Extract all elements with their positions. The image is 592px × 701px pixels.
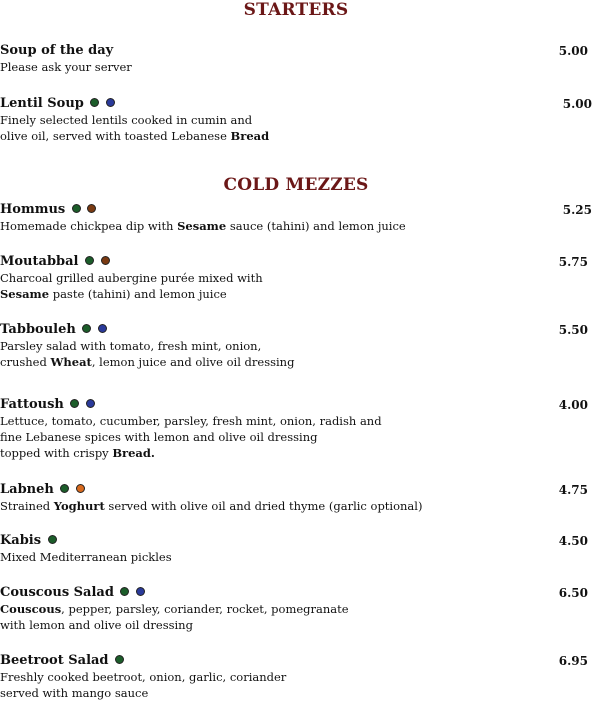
item-name-text: Couscous Salad [0,585,114,600]
item-description-line: served with mango sauce [0,686,149,700]
item-description-line: with lemon and olive oil dressing [0,618,193,632]
item-description-line: Freshly cooked beetroot, onion, garlic, coriander [0,670,287,684]
desc-text: , lemon juice and olive oil dressing [91,355,295,369]
starters-heading: STARTERS [243,0,349,20]
vegan-dot-icon [85,256,94,265]
item-name [0,96,592,112]
item-price: 5.00 [562,97,592,111]
item-description-line [0,354,592,370]
allergen-bread: Bread [230,129,270,143]
item-name-text: Tabbouleh [0,322,76,337]
desc-text: olive oil, served with toasted Lebanese [0,129,231,143]
item-price: 5.50 [558,323,588,337]
item-description-line: fine Lebanese spices with lemon and olive oil dressing [0,430,318,444]
item-name-text: Lentil Soup [0,96,84,111]
vegan-dot-icon [120,587,129,596]
item-price: 5.25 [562,203,592,217]
menu-item-labneh [0,482,592,514]
item-description-line [0,286,592,302]
desc-text: sauce (tahini) and lemon juice [226,219,406,233]
sesame-dot-icon [87,204,96,213]
item-name-text: Hommus [0,202,66,217]
vegan-dot-icon [60,484,69,493]
dairy-dot-icon [76,484,85,493]
item-description: Please ask your server [0,60,132,74]
allergen-yoghurt: Yoghurt [53,499,105,513]
sesame-dot-icon [101,256,110,265]
menu-item-moutabbal [0,254,592,302]
desc-text: , pepper, parsley, coriander, rocket, pomegranate [61,602,349,616]
item-price: 5.00 [558,44,588,58]
allergen-sesame: Sesame [0,287,50,301]
item-name [0,533,592,549]
item-description-line [0,218,592,234]
menu-item-beetroot-salad [0,653,592,701]
vegan-dot-icon [70,399,79,408]
item-price: 5.75 [558,255,588,269]
item-name [0,397,592,413]
vegan-dot-icon [82,324,91,333]
allergen-sesame: Sesame [177,219,227,233]
vegan-dot-icon [72,204,81,213]
item-price: 6.50 [558,586,588,600]
item-name [0,482,592,498]
menu-item-hommus [0,202,592,234]
item-price: 4.00 [558,398,588,412]
vegetarian-dot-icon [98,324,107,333]
item-name-text: Kabis [0,533,42,548]
item-description-line: Mixed Mediterranean pickles [0,550,172,564]
item-name-text: Moutabbal [0,254,79,269]
menu-item-tabbouleh [0,322,592,370]
item-price: 4.75 [558,483,588,497]
allergen-couscous: Couscous [0,602,62,616]
menu-item-lentil-soup [0,96,592,144]
item-name [0,585,592,601]
menu-item-fattoush [0,397,592,461]
item-name-text: Beetroot Salad [0,653,109,668]
vegetarian-dot-icon [106,98,115,107]
desc-text: Homemade chickpea dip with [0,219,178,233]
item-description-line: Finely selected lentils cooked in cumin and [0,113,253,127]
allergen-wheat: Wheat [50,355,92,369]
cold-mezzes-heading: COLD MEZZES [223,175,369,195]
item-description-line: Lettuce, tomato, cucumber, parsley, fresh mint, onion, radish and [0,414,382,428]
item-name-text: Labneh [0,482,54,497]
menu-item-kabis [0,533,592,565]
allergen-bread: Bread. [112,446,155,460]
item-description-line: Charcoal grilled aubergine purée mixed with [0,271,263,285]
item-description-line [0,128,592,144]
vegetarian-dot-icon [136,587,145,596]
desc-text: crushed [0,355,51,369]
item-name [0,322,592,338]
vegan-dot-icon [48,535,57,544]
menu-item-couscous-salad [0,585,592,633]
item-description-line [0,445,592,461]
item-name [0,254,592,270]
desc-text: Strained [0,499,54,513]
item-price: 4.50 [558,534,588,548]
item-description-line [0,498,592,514]
desc-text: paste (tahini) and lemon juice [49,287,227,301]
vegan-dot-icon [90,98,99,107]
item-name: Soup of the day [0,43,114,58]
item-description-line [0,601,592,617]
item-description-line: Parsley salad with tomato, fresh mint, onion, [0,339,262,353]
item-price: 6.95 [558,654,588,668]
vegan-dot-icon [115,655,124,664]
vegetarian-dot-icon [86,399,95,408]
item-name [0,202,592,218]
item-name-text: Fattoush [0,397,64,412]
desc-text: topped with crispy [0,446,113,460]
desc-text: served with olive oil and dried thyme (garlic optional) [104,499,423,513]
menu-item-soup-of-the-day [0,43,592,75]
item-name [0,653,592,669]
